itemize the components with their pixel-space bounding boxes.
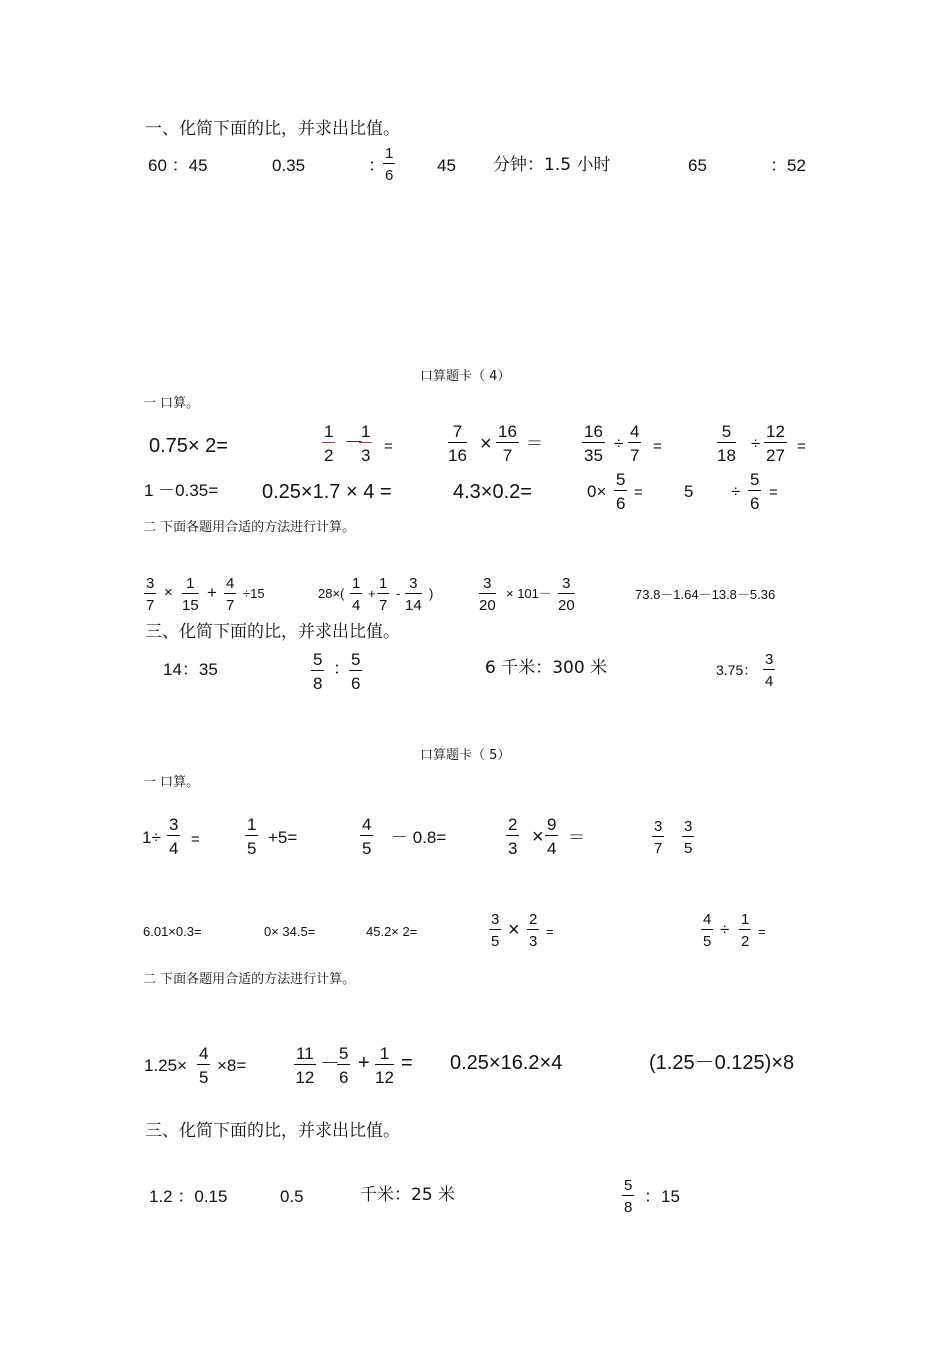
fraction: 1 3 — [361, 422, 371, 465]
fraction: 3 7 — [654, 818, 663, 857]
operator: ÷ — [614, 434, 624, 453]
fraction: 16 35 — [584, 422, 603, 465]
oral-problem: 5 — [684, 482, 694, 501]
fraction: 4 7 — [630, 422, 640, 465]
expression: 73.8－1.64－13.8－5.36 — [635, 587, 776, 602]
card-title: 口算题卡（ 5） — [420, 748, 511, 763]
operator: ÷ — [751, 434, 761, 453]
oral-problem: 0× 34.5= — [264, 924, 316, 939]
fraction: 1 4 — [352, 575, 361, 614]
ratio-problem: 14：35 — [163, 660, 218, 679]
operator: × — [508, 919, 520, 941]
operator: - — [396, 586, 401, 601]
expression: 1.25× — [144, 1056, 188, 1075]
fraction: 16 7 — [498, 422, 517, 465]
fraction: 3 4 — [765, 651, 774, 690]
oral-problem: 0.25×1.7 × 4 = — [262, 481, 392, 503]
fraction: 4 7 — [226, 575, 235, 614]
card-title: 口算题卡（ 4） — [420, 369, 511, 384]
fraction: 5 8 — [624, 1177, 633, 1216]
fraction: 5 8 — [313, 650, 323, 693]
fraction: 2 3 — [508, 815, 518, 858]
equals: = — [384, 438, 393, 455]
fraction: 5 18 — [717, 422, 736, 465]
expression-tail: ×8= — [217, 1056, 247, 1075]
fraction: 1 5 — [247, 815, 257, 858]
operator: ÷ — [731, 482, 741, 501]
fraction: 3 5 — [684, 818, 693, 857]
fraction: 3 20 — [558, 575, 575, 614]
expression: 0.25×16.2×4 — [450, 1052, 563, 1074]
oral-problem: 4.3×0.2= — [453, 481, 532, 503]
fraction: 1 2 — [324, 422, 334, 465]
fraction: 1 7 — [379, 575, 388, 614]
operator: ÷ — [720, 920, 730, 939]
ratio-problem: 0.5 — [280, 1187, 304, 1206]
oral-problem: 0.75× 2= — [149, 435, 228, 457]
fraction: 1 6 — [385, 145, 394, 184]
fraction: 5 6 — [616, 470, 626, 513]
fraction: 12 27 — [766, 422, 785, 465]
equals: = — [634, 484, 643, 501]
fraction: 4 5 — [199, 1044, 209, 1087]
oral-problem: 45.2× 2= — [366, 924, 418, 939]
oral-problem: 6.01×0.3= — [143, 924, 202, 939]
equals: = — [401, 1052, 413, 1074]
equals: = — [653, 438, 662, 455]
ratio-problem: 3.75： — [716, 662, 758, 678]
section-heading-calc: 二 下面各题用合适的方法进行计算。 — [143, 972, 356, 987]
operator: + — [368, 586, 376, 601]
fraction: 11 12 — [295, 1044, 315, 1087]
equals: = — [758, 924, 766, 939]
section-heading-ratio: 三、化简下面的比，并求出比值。 — [145, 1121, 400, 1141]
equals: = — [546, 924, 554, 939]
operator: － — [320, 1053, 340, 1075]
operator: × — [480, 433, 492, 455]
section-heading-calc: 二 下面各题用合适的方法进行计算。 — [143, 520, 356, 535]
ratio-colon: ： — [368, 156, 385, 175]
ratio-problem: 45 — [437, 156, 456, 175]
ratio-problem: ：52 — [770, 156, 806, 175]
fraction: 5 6 — [351, 650, 361, 693]
fraction: 5 6 — [750, 470, 760, 513]
operator: × — [532, 826, 544, 848]
section-heading-ratio: 三、化简下面的比，并求出比值。 — [145, 622, 400, 642]
section-heading-ratio: 一、化简下面的比，并求出比值。 — [145, 119, 400, 139]
equals: = — [191, 831, 200, 848]
fraction: 4 5 — [703, 911, 712, 950]
equals: ＝ — [526, 434, 543, 453]
operator: × — [164, 584, 173, 601]
expression: 28×( — [318, 586, 345, 601]
equals: = — [769, 484, 778, 501]
ratio-problem: 6 千米：300 米 — [485, 658, 608, 678]
expression: (1.25－0.125)×8 — [649, 1052, 795, 1074]
ratio-problem: 分钟：1.5 小时 — [493, 155, 611, 175]
section-heading-oral: 一 口算。 — [143, 775, 200, 790]
ratio-problem: 1.2 ：0.15 — [149, 1187, 228, 1206]
oral-problem: +5= — [268, 828, 298, 847]
oral-problem: － 0.8= — [391, 828, 447, 847]
expression-tail: ÷15 — [243, 586, 265, 601]
fraction: 3 4 — [169, 815, 179, 858]
equals: = — [797, 438, 806, 455]
equals: ＝ — [568, 828, 585, 847]
ratio-problem: 60 ：45 — [148, 156, 208, 175]
operator: － — [344, 432, 364, 454]
fraction: 3 20 — [479, 575, 496, 614]
ratio-colon: ： — [333, 659, 350, 678]
fraction: 1 15 — [182, 575, 199, 614]
oral-problem: 0× — [587, 482, 607, 501]
fraction: 5 6 — [339, 1044, 349, 1087]
operator: + — [358, 1052, 370, 1074]
fraction: 9 4 — [547, 815, 557, 858]
fraction: 3 14 — [405, 575, 422, 614]
fraction: 2 3 — [529, 911, 538, 950]
oral-problem: 1÷ — [142, 828, 161, 847]
expression: × 101－ — [506, 586, 552, 601]
ratio-problem: 65 — [688, 156, 707, 175]
operator: + — [207, 583, 217, 602]
ratio-problem: 千米：25 米 — [360, 1185, 456, 1205]
fraction: 3 7 — [146, 575, 155, 614]
ratio-problem: ：15 — [644, 1187, 680, 1206]
oral-problem: 1 －0.35= — [144, 481, 219, 500]
fraction: 1 2 — [741, 911, 750, 950]
paren-close: ) — [429, 586, 434, 601]
fraction: 4 5 — [362, 815, 372, 858]
ratio-problem: 0.35 — [272, 156, 306, 175]
fraction: 7 16 — [448, 422, 467, 465]
fraction: 1 12 — [375, 1044, 394, 1087]
section-heading-oral: 一 口算。 — [143, 396, 200, 411]
fraction: 3 5 — [491, 911, 500, 950]
